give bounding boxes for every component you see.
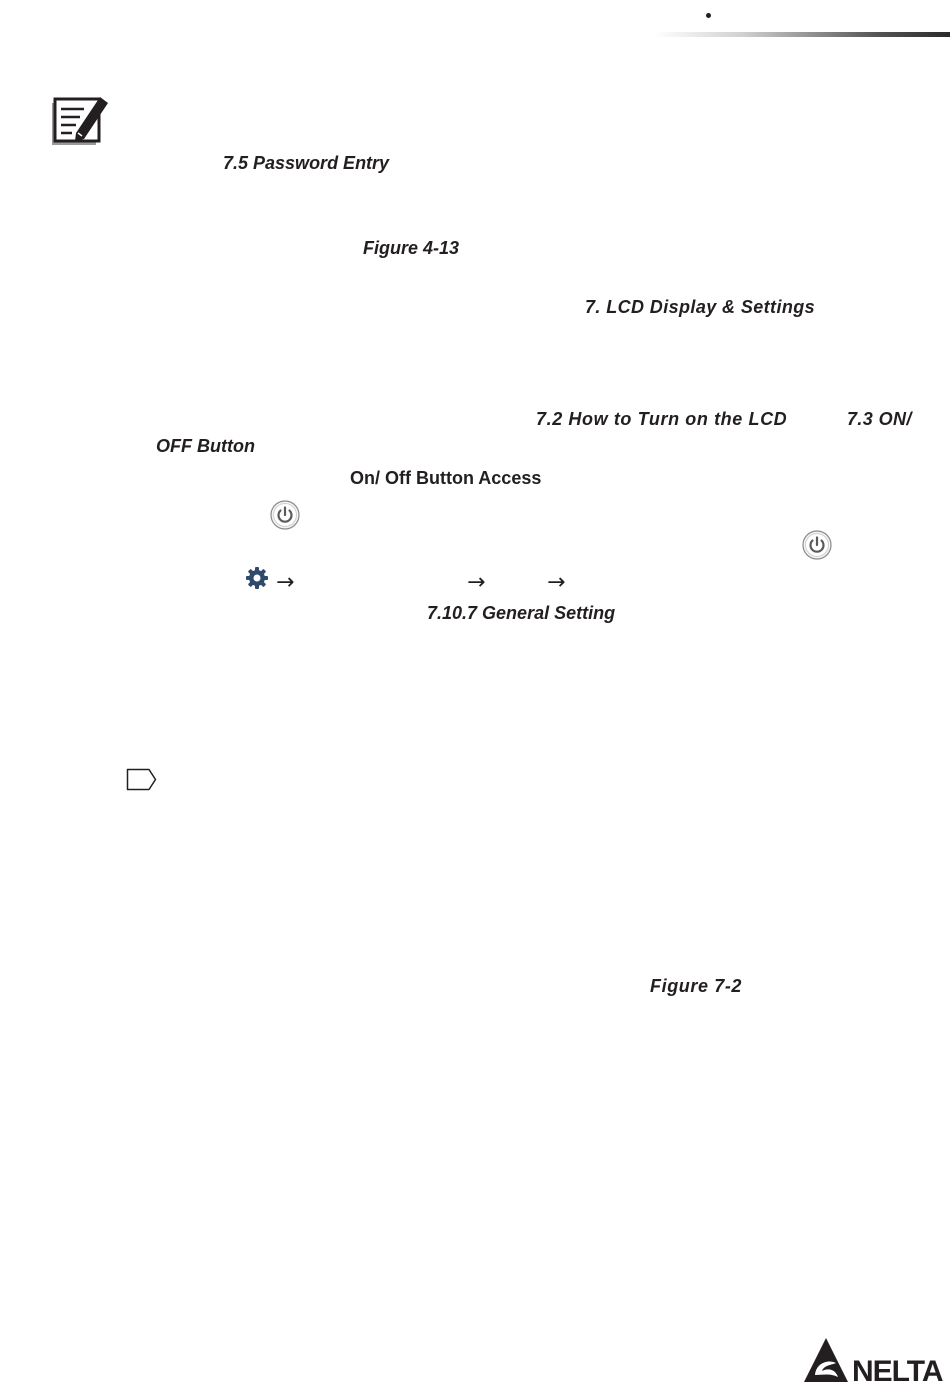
header-dot xyxy=(706,13,711,18)
header-bar xyxy=(655,32,950,37)
ref-figure-7-2[interactable]: Figure 7-2 xyxy=(650,976,743,996)
arrow: → xyxy=(547,570,566,595)
ref-on-off-button-part2[interactable]: OFF Button xyxy=(156,436,255,456)
ref-how-to-turn-on-lcd[interactable]: 7.2 How to Turn on the LCD xyxy=(536,409,788,429)
arrow: → xyxy=(467,570,486,595)
power-icon xyxy=(270,500,300,530)
ref-lcd-display-settings[interactable]: 7. LCD Display & Settings xyxy=(585,297,816,317)
settings-gear-icon xyxy=(245,566,269,590)
note-icon xyxy=(50,93,110,147)
ref-password-entry[interactable]: 7.5 Password Entry xyxy=(223,153,390,173)
delta-logo xyxy=(802,1335,950,1385)
arrow: → xyxy=(276,570,295,595)
delta-logo-text: NELTA xyxy=(852,1355,943,1385)
tag-icon xyxy=(126,768,158,792)
power-icon xyxy=(802,530,832,560)
ref-on-off-button-part1[interactable]: 7.3 ON/ xyxy=(847,409,912,429)
on-off-button-access-label: On/ Off Button Access xyxy=(350,468,542,488)
ref-figure-4-13[interactable]: Figure 4-13 xyxy=(363,238,460,258)
ref-general-setting[interactable]: 7.10.7 General Setting xyxy=(427,603,616,623)
